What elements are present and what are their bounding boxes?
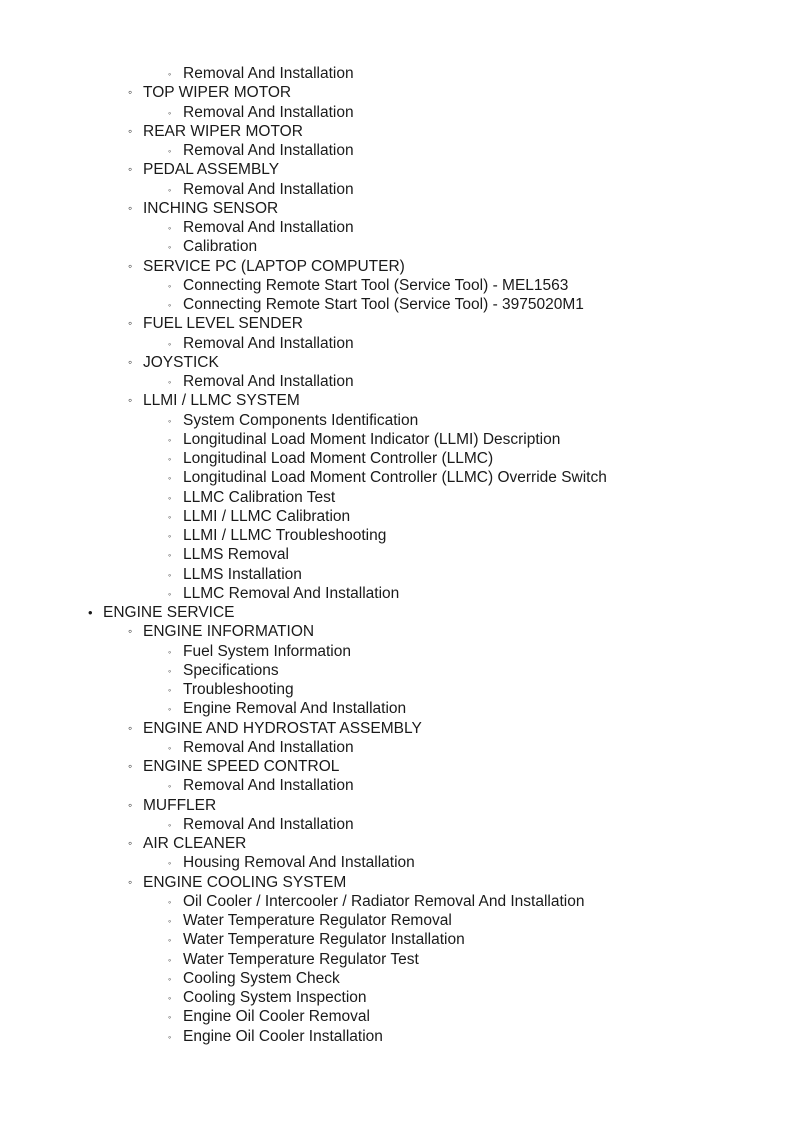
hollow-bullet-icon: ◦ <box>128 258 133 273</box>
list-item-text: Removal And Installation <box>183 219 354 236</box>
hollow-bullet-icon: ◦ <box>128 123 133 138</box>
list-item-text: INCHING SENSOR <box>143 199 279 217</box>
hollow-bullet-icon: ◦ <box>168 415 172 426</box>
list-item-text: Longitudinal Load Moment Indicator (LLMI) Description <box>183 430 561 448</box>
topic-item <box>0 64 794 83</box>
hollow-bullet-icon: ◦ <box>128 354 133 369</box>
hollow-bullet-icon: ◦ <box>128 874 133 889</box>
topic-item <box>0 699 794 718</box>
topic-item <box>0 237 794 256</box>
list-item-text: Housing Removal And Installation <box>183 854 415 872</box>
subsection-item <box>0 122 794 141</box>
hollow-bullet-icon: ◦ <box>168 184 172 195</box>
list-item-text: REAR WIPER MOTOR <box>143 122 303 140</box>
hollow-bullet-icon: ◦ <box>168 511 172 522</box>
list-item-text: Engine Oil Cooler Installation <box>183 1027 383 1045</box>
topic-item <box>0 950 794 969</box>
topic-item <box>0 584 794 603</box>
hollow-bullet-icon: ◦ <box>128 836 133 850</box>
filled-bullet-icon: • <box>88 605 93 620</box>
hollow-bullet-icon: ◦ <box>168 781 172 792</box>
topic-item <box>0 1007 794 1026</box>
hollow-bullet-icon: ◦ <box>128 162 133 177</box>
topic-item <box>0 565 794 584</box>
list-item-text: AIR CLEANER <box>143 835 247 852</box>
list-item-text: Engine Oil Cooler Removal <box>183 1008 370 1026</box>
list-item-text: System Components Identification <box>183 411 419 429</box>
topic-item <box>0 372 794 391</box>
hollow-bullet-icon: ◦ <box>168 685 172 695</box>
list-item-text: Removal And Installation <box>183 334 354 352</box>
hollow-bullet-icon: ◦ <box>168 704 172 715</box>
topic-item <box>0 969 794 988</box>
table-of-contents-list <box>0 64 794 1046</box>
list-item-text: Water Temperature Regulator Installation <box>183 931 465 949</box>
hollow-bullet-icon: ◦ <box>168 242 172 253</box>
list-item-text: Connecting Remote Start Tool (Service Tool) - 3975020M1 <box>183 296 584 313</box>
list-item-text: ENGINE SERVICE <box>103 604 235 621</box>
list-item-text: Oil Cooler / Intercooler / Radiator Removal And Installation <box>183 892 585 910</box>
hollow-bullet-icon: ◦ <box>128 85 133 100</box>
subsection-item <box>0 314 794 333</box>
list-item-text: Specifications <box>183 661 279 679</box>
hollow-bullet-icon: ◦ <box>168 588 172 599</box>
list-item-text: ENGINE COOLING SYSTEM <box>143 873 347 891</box>
hollow-bullet-icon: ◦ <box>128 797 133 812</box>
hollow-bullet-icon: ◦ <box>168 935 172 946</box>
list-item-text: LLMI / LLMC SYSTEM <box>143 392 300 410</box>
subsection-item <box>0 834 794 853</box>
hollow-bullet-icon: ◦ <box>168 916 172 926</box>
hollow-bullet-icon: ◦ <box>168 223 172 233</box>
list-item-text: Removal And Installation <box>183 777 354 795</box>
list-item-text: SERVICE PC (LAPTOP COMPUTER) <box>143 257 405 275</box>
topic-item <box>0 738 794 757</box>
list-item-text: Engine Removal And Installation <box>183 700 407 718</box>
hollow-bullet-icon: ◦ <box>168 1031 172 1042</box>
hollow-bullet-icon: ◦ <box>168 280 172 291</box>
list-item-text: LLMC Calibration Test <box>183 488 336 506</box>
list-item-text: Removal And Installation <box>183 65 354 82</box>
topic-item <box>0 661 794 680</box>
list-item-text: PEDAL ASSEMBLY <box>143 161 280 179</box>
list-item-text: LLMC Removal And Installation <box>183 584 400 602</box>
subsection-item <box>0 622 794 641</box>
subsection-item <box>0 796 794 815</box>
topic-item <box>0 1027 794 1046</box>
topic-item <box>0 411 794 430</box>
list-item-text: Water Temperature Regulator Removal <box>183 912 452 929</box>
subsection-item <box>0 391 794 410</box>
topic-item <box>0 911 794 930</box>
topic-item <box>0 103 794 122</box>
topic-item <box>0 507 794 526</box>
hollow-bullet-icon: ◦ <box>128 759 133 773</box>
list-item-text: Connecting Remote Start Tool (Service Tool) - MEL1563 <box>183 276 569 294</box>
hollow-bullet-icon: ◦ <box>168 550 172 561</box>
hollow-bullet-icon: ◦ <box>128 200 133 215</box>
list-item-text: Calibration <box>183 238 258 256</box>
topic-item <box>0 545 794 564</box>
topic-item <box>0 468 794 487</box>
topic-item <box>0 680 794 699</box>
list-item-text: Removal And Installation <box>183 738 354 756</box>
hollow-bullet-icon: ◦ <box>128 720 133 735</box>
topic-item <box>0 334 794 353</box>
topic-item <box>0 988 794 1007</box>
topic-item <box>0 488 794 507</box>
list-item-text: Troubleshooting <box>183 681 294 698</box>
hollow-bullet-icon: ◦ <box>168 377 172 387</box>
hollow-bullet-icon: ◦ <box>168 858 172 869</box>
list-item-text: ENGINE AND HYDROSTAT ASSEMBLY <box>143 719 422 737</box>
hollow-bullet-icon: ◦ <box>168 492 172 503</box>
hollow-bullet-icon: ◦ <box>168 973 172 984</box>
topic-item <box>0 180 794 199</box>
topic-item <box>0 141 794 160</box>
hollow-bullet-icon: ◦ <box>168 69 172 79</box>
hollow-bullet-icon: ◦ <box>168 454 172 464</box>
subsection-item <box>0 353 794 372</box>
topic-item <box>0 853 794 872</box>
list-item-text: MUFFLER <box>143 796 217 814</box>
hollow-bullet-icon: ◦ <box>168 742 172 753</box>
hollow-bullet-icon: ◦ <box>168 819 172 830</box>
list-item-text: Longitudinal Load Moment Controller (LLMC) <box>183 450 494 467</box>
topic-item <box>0 449 794 468</box>
hollow-bullet-icon: ◦ <box>168 473 172 484</box>
hollow-bullet-icon: ◦ <box>168 107 172 118</box>
hollow-bullet-icon: ◦ <box>168 896 172 907</box>
list-item-text: ENGINE INFORMATION <box>143 623 315 641</box>
topic-item <box>0 295 794 314</box>
hollow-bullet-icon: ◦ <box>128 393 133 408</box>
list-item-text: JOYSTICK <box>143 353 219 371</box>
topic-item <box>0 526 794 545</box>
list-item-text: ENGINE SPEED CONTROL <box>143 758 340 775</box>
topic-item <box>0 642 794 661</box>
list-item-text: Cooling System Inspection <box>183 989 367 1006</box>
list-item-text: Removal And Installation <box>183 180 354 198</box>
list-item-text: Removal And Installation <box>183 103 354 121</box>
list-item-text: Removal And Installation <box>183 142 354 159</box>
list-item-text: LLMS Installation <box>183 565 302 583</box>
topic-item <box>0 776 794 795</box>
hollow-bullet-icon: ◦ <box>168 646 172 657</box>
topic-item <box>0 218 794 237</box>
hollow-bullet-icon: ◦ <box>168 146 172 156</box>
section-heading <box>0 603 794 622</box>
list-item-text: Removal And Installation <box>183 815 354 833</box>
subsection-item <box>0 83 794 102</box>
hollow-bullet-icon: ◦ <box>168 434 172 445</box>
topic-item <box>0 930 794 949</box>
list-item-text: Removal And Installation <box>183 373 354 390</box>
topic-item <box>0 815 794 834</box>
list-item-text: LLMS Removal <box>183 546 289 564</box>
topic-item <box>0 892 794 911</box>
hollow-bullet-icon: ◦ <box>128 624 133 639</box>
hollow-bullet-icon: ◦ <box>168 1012 172 1023</box>
subsection-item <box>0 873 794 892</box>
list-item-text: LLMI / LLMC Troubleshooting <box>183 527 387 544</box>
hollow-bullet-icon: ◦ <box>168 569 172 580</box>
hollow-bullet-icon: ◦ <box>168 665 172 676</box>
list-item-text: Cooling System Check <box>183 969 340 987</box>
subsection-item <box>0 160 794 179</box>
subsection-item <box>0 199 794 218</box>
subsection-item <box>0 719 794 738</box>
hollow-bullet-icon: ◦ <box>168 993 172 1003</box>
list-item-text: Fuel System Information <box>183 642 351 660</box>
hollow-bullet-icon: ◦ <box>168 954 172 965</box>
list-item-text: FUEL LEVEL SENDER <box>143 315 303 333</box>
hollow-bullet-icon: ◦ <box>168 300 172 310</box>
list-item-text: Water Temperature Regulator Test <box>183 950 419 968</box>
hollow-bullet-icon: ◦ <box>168 531 172 541</box>
topic-item <box>0 276 794 295</box>
list-item-text: Longitudinal Load Moment Controller (LLMC) Override Switch <box>183 469 607 487</box>
subsection-item <box>0 757 794 776</box>
hollow-bullet-icon: ◦ <box>128 316 133 331</box>
list-item-text: TOP WIPER MOTOR <box>143 84 292 102</box>
topic-item <box>0 430 794 449</box>
hollow-bullet-icon: ◦ <box>168 338 172 349</box>
subsection-item <box>0 257 794 276</box>
list-item-text: LLMI / LLMC Calibration <box>183 507 351 525</box>
